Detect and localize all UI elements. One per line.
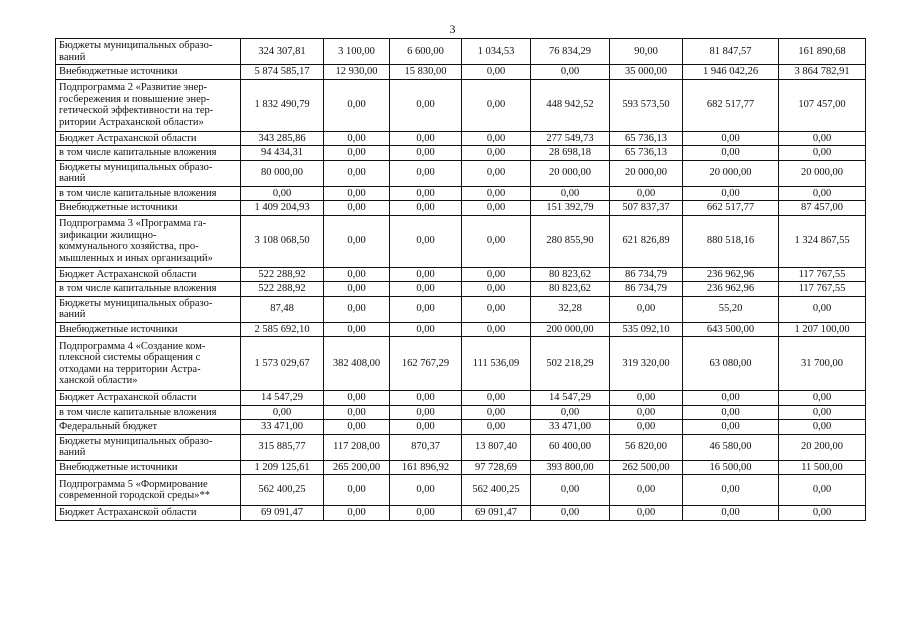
value-cell: 535 092,10 (610, 322, 683, 337)
value-cell: 0,00 (610, 186, 683, 201)
value-cell: 0,00 (324, 506, 390, 521)
value-cell: 161 896,92 (390, 460, 462, 475)
value-cell: 0,00 (241, 186, 324, 201)
value-cell: 324 307,81 (241, 39, 324, 65)
value-cell: 117 767,55 (779, 282, 866, 297)
value-cell: 0,00 (324, 322, 390, 337)
value-cell: 33 471,00 (531, 420, 610, 435)
value-cell: 0,00 (462, 186, 531, 201)
value-cell: 522 288,92 (241, 282, 324, 297)
page-number: 3 (449, 22, 456, 36)
value-cell: 0,00 (462, 267, 531, 282)
value-cell: 0,00 (324, 201, 390, 216)
value-cell: 0,00 (390, 282, 462, 297)
value-cell: 0,00 (390, 201, 462, 216)
value-cell: 0,00 (683, 405, 779, 420)
value-cell: 0,00 (531, 186, 610, 201)
value-cell: 32,28 (531, 296, 610, 322)
row-label: Бюджет Астраханской области (56, 391, 241, 406)
value-cell: 0,00 (390, 160, 462, 186)
row-label: Бюджеты муниципальных образо- ваний (56, 296, 241, 322)
value-cell: 0,00 (390, 186, 462, 201)
value-cell: 0,00 (390, 475, 462, 506)
row-label: Подпрограмма 5 «Формирование современной городской среды»** (56, 475, 241, 506)
value-cell: 200 000,00 (531, 322, 610, 337)
value-cell: 1 832 490,79 (241, 79, 324, 131)
value-cell: 0,00 (324, 420, 390, 435)
value-cell: 0,00 (462, 146, 531, 161)
value-cell: 315 885,77 (241, 434, 324, 460)
value-cell: 65 736,13 (610, 146, 683, 161)
table-row (56, 146, 866, 161)
value-cell: 80 823,62 (531, 282, 610, 297)
value-cell: 80 000,00 (241, 160, 324, 186)
value-cell: 0,00 (462, 420, 531, 435)
table-row (56, 322, 866, 337)
table-row (56, 131, 866, 146)
budget-table-body (56, 39, 866, 521)
value-cell: 6 600,00 (390, 39, 462, 65)
value-cell: 502 218,29 (531, 337, 610, 391)
value-cell: 86 734,79 (610, 267, 683, 282)
value-cell: 0,00 (531, 65, 610, 80)
value-cell: 0,00 (779, 420, 866, 435)
table-row (56, 391, 866, 406)
value-cell: 0,00 (324, 475, 390, 506)
table-row (56, 79, 866, 131)
row-label: Бюджеты муниципальных образо- ваний (56, 39, 241, 65)
table-row (56, 267, 866, 282)
value-cell: 87 457,00 (779, 201, 866, 216)
value-cell: 0,00 (779, 405, 866, 420)
table-row (56, 215, 866, 267)
value-cell: 55,20 (683, 296, 779, 322)
value-cell: 35 000,00 (610, 65, 683, 80)
value-cell: 382 408,00 (324, 337, 390, 391)
value-cell: 0,00 (683, 186, 779, 201)
value-cell: 20 200,00 (779, 434, 866, 460)
value-cell: 0,00 (390, 267, 462, 282)
value-cell: 0,00 (390, 146, 462, 161)
value-cell: 117 767,55 (779, 267, 866, 282)
value-cell: 162 767,29 (390, 337, 462, 391)
value-cell: 1 946 042,26 (683, 65, 779, 80)
value-cell: 2 585 692,10 (241, 322, 324, 337)
row-label: Федеральный бюджет (56, 420, 241, 435)
table-row (56, 506, 866, 521)
value-cell: 343 285,86 (241, 131, 324, 146)
row-label: Бюджет Астраханской области (56, 267, 241, 282)
row-label: Подпрограмма 3 «Программа га- зификации жилищно- коммунального хозяйства, про- мышленных и иных организаций» (56, 215, 241, 267)
value-cell: 1 034,53 (462, 39, 531, 65)
value-cell: 0,00 (779, 146, 866, 161)
value-cell: 870,37 (390, 434, 462, 460)
budget-table (55, 38, 866, 521)
value-cell: 0,00 (324, 79, 390, 131)
value-cell: 117 208,00 (324, 434, 390, 460)
value-cell: 0,00 (610, 475, 683, 506)
value-cell: 593 573,50 (610, 79, 683, 131)
value-cell: 0,00 (324, 282, 390, 297)
value-cell: 0,00 (462, 322, 531, 337)
value-cell: 0,00 (779, 506, 866, 521)
value-cell: 0,00 (462, 215, 531, 267)
value-cell: 14 547,29 (531, 391, 610, 406)
table-row (56, 160, 866, 186)
value-cell: 65 736,13 (610, 131, 683, 146)
row-label: Бюджеты муниципальных образо- ваний (56, 434, 241, 460)
value-cell: 0,00 (531, 506, 610, 521)
value-cell: 0,00 (779, 296, 866, 322)
value-cell: 0,00 (779, 391, 866, 406)
value-cell: 90,00 (610, 39, 683, 65)
value-cell: 621 826,89 (610, 215, 683, 267)
value-cell: 0,00 (610, 391, 683, 406)
value-cell: 0,00 (390, 405, 462, 420)
table-row (56, 420, 866, 435)
value-cell: 69 091,47 (241, 506, 324, 521)
value-cell: 0,00 (462, 160, 531, 186)
row-label: Бюджет Астраханской области (56, 131, 241, 146)
value-cell: 0,00 (462, 282, 531, 297)
value-cell: 111 536,09 (462, 337, 531, 391)
row-label: Внебюджетные источники (56, 65, 241, 80)
row-label: Внебюджетные источники (56, 322, 241, 337)
value-cell: 20 000,00 (683, 160, 779, 186)
value-cell: 0,00 (324, 160, 390, 186)
value-cell: 0,00 (462, 65, 531, 80)
value-cell: 28 698,18 (531, 146, 610, 161)
value-cell: 393 800,00 (531, 460, 610, 475)
value-cell: 20 000,00 (779, 160, 866, 186)
value-cell: 0,00 (779, 475, 866, 506)
value-cell: 0,00 (610, 405, 683, 420)
value-cell: 16 500,00 (683, 460, 779, 475)
row-label: в том числе капитальные вложения (56, 282, 241, 297)
row-label: Подпрограмма 4 «Создание ком- плексной системы обращения с отходами на территории Астра- ханской области» (56, 337, 241, 391)
table-row (56, 460, 866, 475)
value-cell: 0,00 (683, 391, 779, 406)
value-cell: 33 471,00 (241, 420, 324, 435)
value-cell: 46 580,00 (683, 434, 779, 460)
value-cell: 236 962,96 (683, 282, 779, 297)
value-cell: 5 874 585,17 (241, 65, 324, 80)
value-cell: 1 207 100,00 (779, 322, 866, 337)
value-cell: 643 500,00 (683, 322, 779, 337)
value-cell: 0,00 (462, 201, 531, 216)
value-cell: 76 834,29 (531, 39, 610, 65)
row-label: Бюджет Астраханской области (56, 506, 241, 521)
value-cell: 522 288,92 (241, 267, 324, 282)
value-cell: 262 500,00 (610, 460, 683, 475)
value-cell: 0,00 (531, 405, 610, 420)
table-row (56, 201, 866, 216)
value-cell: 13 807,40 (462, 434, 531, 460)
value-cell: 0,00 (324, 296, 390, 322)
value-cell: 151 392,79 (531, 201, 610, 216)
row-label: Бюджеты муниципальных образо- ваний (56, 160, 241, 186)
row-label: Внебюджетные источники (56, 201, 241, 216)
value-cell: 12 930,00 (324, 65, 390, 80)
value-cell: 0,00 (683, 131, 779, 146)
value-cell: 0,00 (324, 405, 390, 420)
value-cell: 1 409 204,93 (241, 201, 324, 216)
value-cell: 682 517,77 (683, 79, 779, 131)
value-cell: 161 890,68 (779, 39, 866, 65)
value-cell: 0,00 (324, 131, 390, 146)
value-cell: 562 400,25 (241, 475, 324, 506)
value-cell: 0,00 (324, 186, 390, 201)
row-label: Подпрограмма 2 «Развитие энер- госбережения и повышение энер- гетической эффективности на тер- ритории Астраханской области» (56, 79, 241, 131)
value-cell: 0,00 (462, 405, 531, 420)
value-cell: 87,48 (241, 296, 324, 322)
value-cell: 277 549,73 (531, 131, 610, 146)
value-cell: 97 728,69 (462, 460, 531, 475)
row-label: в том числе капитальные вложения (56, 186, 241, 201)
value-cell: 11 500,00 (779, 460, 866, 475)
value-cell: 0,00 (462, 296, 531, 322)
value-cell: 0,00 (324, 146, 390, 161)
value-cell: 0,00 (390, 391, 462, 406)
value-cell: 3 864 782,91 (779, 65, 866, 80)
table-row (56, 405, 866, 420)
value-cell: 69 091,47 (462, 506, 531, 521)
table-row (56, 65, 866, 80)
value-cell: 0,00 (241, 405, 324, 420)
value-cell: 265 200,00 (324, 460, 390, 475)
value-cell: 280 855,90 (531, 215, 610, 267)
value-cell: 0,00 (683, 475, 779, 506)
value-cell: 1 209 125,61 (241, 460, 324, 475)
value-cell: 20 000,00 (531, 160, 610, 186)
value-cell: 0,00 (462, 391, 531, 406)
value-cell: 86 734,79 (610, 282, 683, 297)
value-cell: 63 080,00 (683, 337, 779, 391)
value-cell: 15 830,00 (390, 65, 462, 80)
value-cell: 0,00 (683, 146, 779, 161)
value-cell: 60 400,00 (531, 434, 610, 460)
table-row (56, 434, 866, 460)
value-cell: 31 700,00 (779, 337, 866, 391)
value-cell: 1 324 867,55 (779, 215, 866, 267)
table-row (56, 337, 866, 391)
value-cell: 3 108 068,50 (241, 215, 324, 267)
table-row (56, 296, 866, 322)
value-cell: 0,00 (324, 391, 390, 406)
table-row (56, 39, 866, 65)
row-label: в том числе капитальные вложения (56, 146, 241, 161)
value-cell: 81 847,57 (683, 39, 779, 65)
value-cell: 562 400,25 (462, 475, 531, 506)
value-cell: 3 100,00 (324, 39, 390, 65)
value-cell: 236 962,96 (683, 267, 779, 282)
value-cell: 80 823,62 (531, 267, 610, 282)
value-cell: 94 434,31 (241, 146, 324, 161)
value-cell: 0,00 (610, 506, 683, 521)
table-row (56, 475, 866, 506)
value-cell: 0,00 (462, 131, 531, 146)
value-cell: 0,00 (462, 79, 531, 131)
value-cell: 20 000,00 (610, 160, 683, 186)
row-label: Внебюджетные источники (56, 460, 241, 475)
value-cell: 0,00 (390, 215, 462, 267)
value-cell: 0,00 (324, 215, 390, 267)
value-cell: 662 517,77 (683, 201, 779, 216)
value-cell: 880 518,16 (683, 215, 779, 267)
value-cell: 0,00 (683, 420, 779, 435)
row-label: в том числе капитальные вложения (56, 405, 241, 420)
value-cell: 1 573 029,67 (241, 337, 324, 391)
table-row (56, 186, 866, 201)
value-cell: 14 547,29 (241, 391, 324, 406)
table-row (56, 282, 866, 297)
value-cell: 0,00 (683, 506, 779, 521)
value-cell: 0,00 (390, 79, 462, 131)
value-cell: 448 942,52 (531, 79, 610, 131)
value-cell: 0,00 (390, 420, 462, 435)
value-cell: 0,00 (610, 296, 683, 322)
value-cell: 0,00 (390, 322, 462, 337)
value-cell: 107 457,00 (779, 79, 866, 131)
value-cell: 0,00 (779, 131, 866, 146)
value-cell: 0,00 (390, 131, 462, 146)
value-cell: 0,00 (610, 420, 683, 435)
value-cell: 0,00 (531, 475, 610, 506)
value-cell: 319 320,00 (610, 337, 683, 391)
value-cell: 0,00 (390, 506, 462, 521)
value-cell: 0,00 (779, 186, 866, 201)
value-cell: 0,00 (324, 267, 390, 282)
value-cell: 0,00 (390, 296, 462, 322)
value-cell: 507 837,37 (610, 201, 683, 216)
value-cell: 56 820,00 (610, 434, 683, 460)
